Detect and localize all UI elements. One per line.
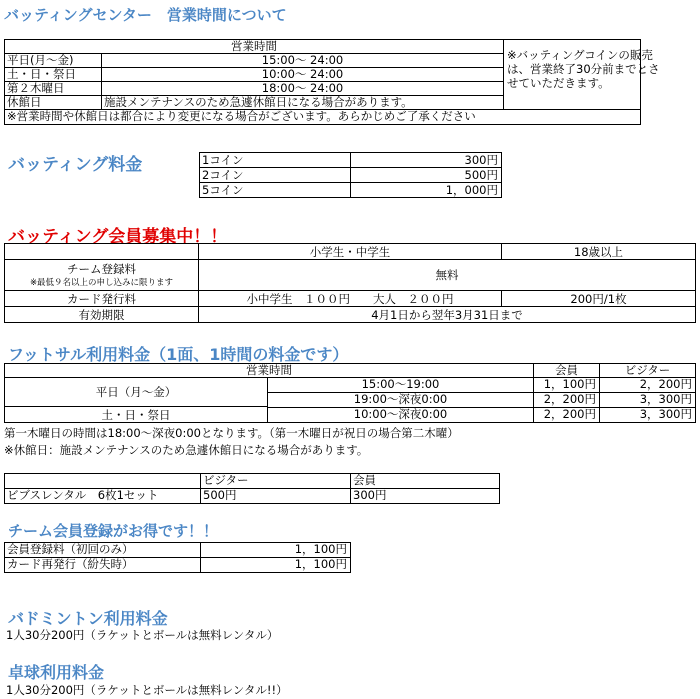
fee-label: 5コイン <box>199 182 351 198</box>
col-header: ビジター <box>599 363 696 378</box>
side-note-line: は、営業終了30分前までとさ <box>507 62 660 76</box>
member-cell: 2，200円 <box>533 407 600 423</box>
bibs-label: ビブスレンタル 6枚1セット <box>4 488 201 504</box>
visitor-cell: 3，300円 <box>599 407 696 423</box>
weekday-label: 平日（月～金） <box>4 377 268 407</box>
time-cell: 15:00～19:00 <box>267 377 534 393</box>
membership-title: バッティング会員募集中！！ <box>8 227 228 247</box>
row-value: 15:00～ 24:00 <box>101 53 504 68</box>
team-fee-value: 無料 <box>198 259 696 291</box>
table-tennis-text: 1人30分200円（ラケットとボールは無料レンタル!!） <box>6 683 288 697</box>
futsal-note: 第一木曜日の時間は18:00～深夜0:00となります。（第一木曜日が祝日の場合第二木曜） <box>4 426 459 440</box>
badminton-title: バドミントン利用料金 <box>8 609 168 628</box>
card-fee-label: カード発行料 <box>4 290 199 307</box>
reg-value: 1，100円 <box>200 542 351 558</box>
batting-fee-title: バッティング料金 <box>8 155 143 175</box>
row-value: 10:00～ 24:00 <box>101 67 504 82</box>
member-cell: 1，100円 <box>533 377 600 393</box>
side-note-line: ※バッティングコインの販売 <box>507 48 653 62</box>
col-header: 小学生・中学生 <box>198 243 502 260</box>
row-label: 第２木曜日 <box>4 81 102 96</box>
futsal-fee-title: フットサル利用料金（1面、1時間の料金です） <box>8 345 349 364</box>
col-header: ビジター <box>200 473 351 489</box>
row-label: 平日(月～金) <box>4 53 102 68</box>
team-fee-note: ※最低９名以上の申し込みに限ります <box>29 278 174 288</box>
hours-footer-note: ※営業時間や休館日は都合により変更になる場合がございます。あらかじめご了承ください <box>4 109 641 125</box>
fee-value: 500円 <box>350 167 502 183</box>
fee-label: 1コイン <box>199 152 351 168</box>
bibs-visitor-price: 500円 <box>200 488 351 504</box>
hours-header: 営業時間 <box>4 39 504 54</box>
bibs-member-price: 300円 <box>350 488 500 504</box>
badminton-text: 1人30分200円（ラケットとボールは無料レンタル） <box>6 628 279 642</box>
row-value: 18:00～ 24:00 <box>101 81 504 96</box>
business-hours-title: バッティングセンター 営業時間について <box>4 6 287 24</box>
row-label: 休館日 <box>4 95 102 110</box>
weekend-label: 土・日・祭日 <box>4 406 268 423</box>
validity-value: 4月1日から翌年3月31日まで <box>198 306 696 323</box>
side-note-line: せていただきます。 <box>507 76 610 90</box>
validity-label: 有効期限 <box>4 306 199 323</box>
team-fee-label-cell <box>4 259 199 291</box>
fee-label: 2コイン <box>199 167 351 183</box>
visitor-cell: 2，200円 <box>599 377 696 393</box>
header-blank <box>4 243 199 260</box>
fee-value: 1，000円 <box>350 182 502 198</box>
visitor-cell: 3，300円 <box>599 392 696 408</box>
card-fee-value: 小中学生 １００円 大人 ２００円 <box>198 290 502 307</box>
card-fee-value-adult: 200円/1枚 <box>501 290 696 307</box>
member-cell: 2，200円 <box>533 392 600 408</box>
time-cell: 19:00～深夜0:00 <box>267 392 534 408</box>
side-note-box <box>503 39 660 110</box>
team-member-title: チーム会員登録がお得です！！ <box>8 522 219 540</box>
time-cell: 10:00～深夜0:00 <box>267 407 534 423</box>
col-header: 会員 <box>533 363 600 378</box>
col-header: 営業時間 <box>4 363 534 378</box>
reg-label: カード再発行（紛失時） <box>4 557 201 573</box>
header-blank <box>4 473 201 489</box>
col-header: 会員 <box>350 473 500 489</box>
fee-value: 300円 <box>350 152 502 168</box>
reg-label: 会員登録料（初回のみ） <box>4 542 201 558</box>
team-fee-label: チーム登録料 <box>67 262 136 276</box>
table-tennis-title: 卓球利用料金 <box>8 663 105 682</box>
futsal-closed-note: ※休館日：施設メンテナンスのため急遽休館日になる場合があります。 <box>4 443 369 457</box>
row-value: 施設メンテナンスのため急遽休館日になる場合があります。 <box>101 95 504 110</box>
col-header: 18歳以上 <box>501 243 696 260</box>
row-label: 土・日・祭日 <box>4 67 102 82</box>
reg-value: 1，100円 <box>200 557 351 573</box>
